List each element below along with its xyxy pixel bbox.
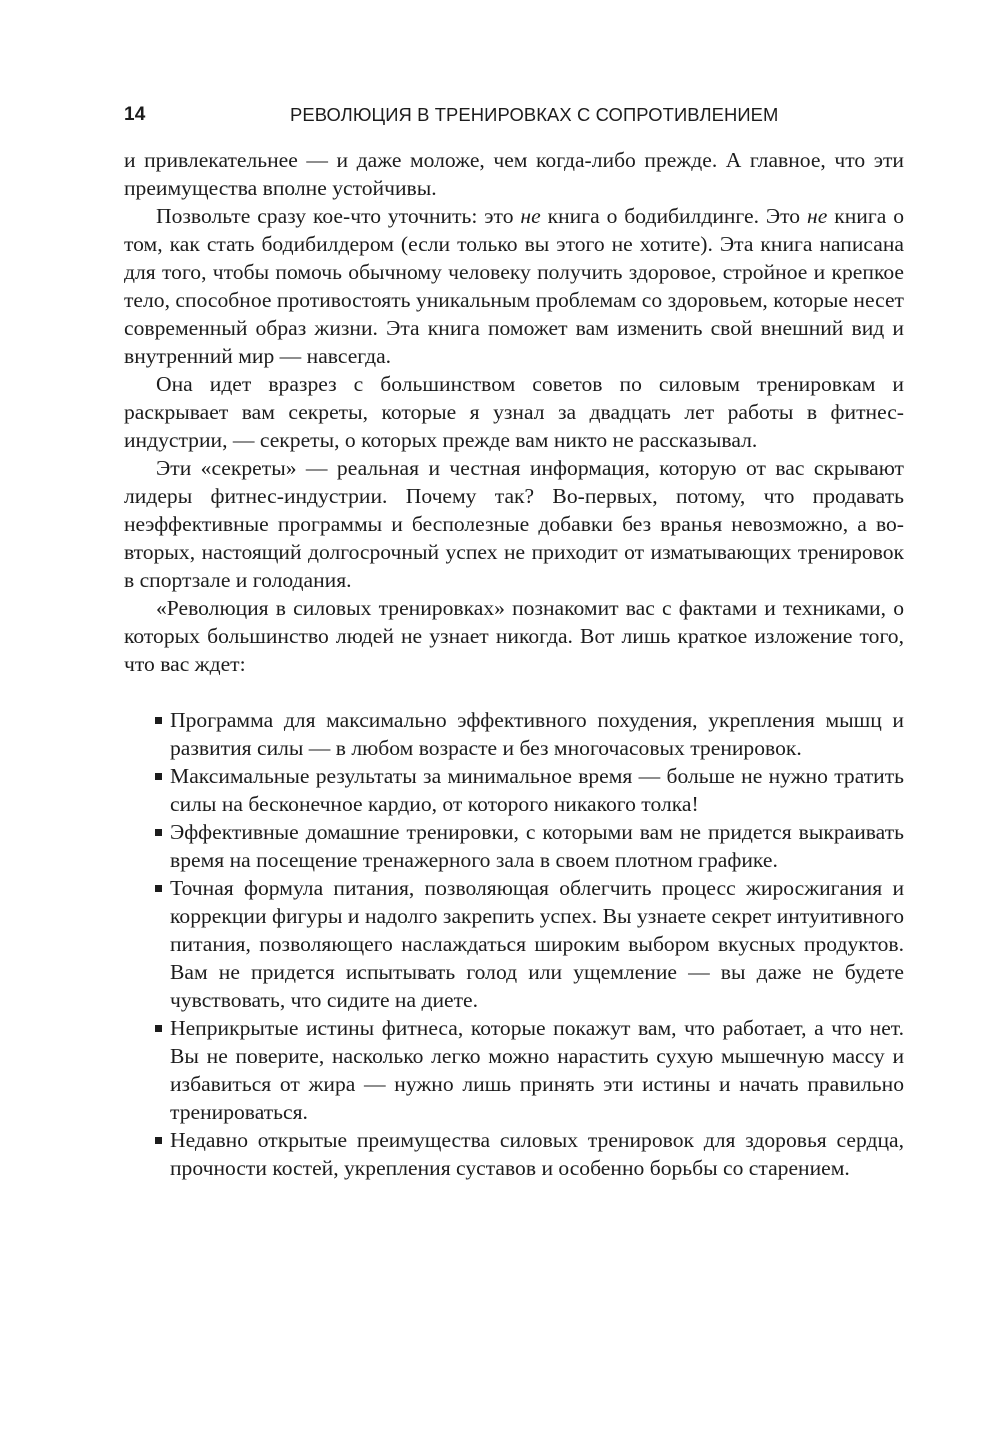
paragraph-text: книга о бодибилдинге. Это: [540, 204, 808, 228]
square-bullet-icon: [155, 1137, 162, 1144]
emphasis: не: [520, 204, 541, 228]
list-item-text: Неприкрытые истины фитнеса, которые покажут вам, что работает, а что нет. Вы не поверите, насколько легко можно нарастить сухую мышечную массу и избавиться от жира — нужно лишь принять эти истины и начать правильно тренироваться.: [170, 1016, 904, 1124]
paragraph-continuation: и привлекательнее — и даже моложе, чем когда-либо прежде. А главное, что эти преимущества вполне устойчивы.: [124, 148, 904, 200]
list-item: [124, 818, 904, 874]
list-item-text: Точная формула питания, позволяющая облегчить процесс жиросжигания и коррекции фигуры и надолго закрепить успех. Вы узнаете секрет интуитивного питания, позволяющего наслаждаться широким выбором вкусных продуктов. Вам не придется испытывать голод или ущемление — вы даже не будете чувствовать, что сидите на диете.: [170, 876, 904, 1012]
body-text: [124, 146, 904, 1182]
book-page: [124, 96, 904, 1182]
paragraph-industry: Эти «секреты» — реальная и честная информация, которую от вас скрывают лидеры фитнес-индустрии. Почему так? Во-первых, потому, что продавать неэффективные программы и бесполезные добавки без вранья невозможно, а во-вторых, настоящий долгосрочный успех не приходит от изматывающих тренировок в спортзале и голодания.: [124, 456, 904, 592]
list-item-text: Программа для максимально эффективного похудения, укрепления мышц и развития силы — в любом возрасте и без многочасовых тренировок.: [170, 708, 904, 760]
paragraph-text: Позвольте сразу кое-что уточнить: это: [156, 204, 521, 228]
list-item: [124, 1126, 904, 1182]
book-title: РЕВОЛЮЦИЯ В ТРЕНИРОВКАХ С СОПРОТИВЛЕНИЕМ: [290, 104, 779, 125]
paragraph-overview: «Революция в силовых тренировках» познакомит вас с фактами и техниками, о которых большинство людей не узнает никогда. Вот лишь краткое изложение того, что вас ждет:: [124, 596, 904, 676]
list-item-text: Эффективные домашние тренировки, с которыми вам не придется выкраивать время на посещение тренажерного зала в своем плотном графике.: [170, 820, 904, 872]
list-item-text: Недавно открытые преимущества силовых тренировок для здоровья сердца, прочности костей, укрепления суставов и особенно борьбы со старением.: [170, 1128, 904, 1180]
running-header: [124, 96, 904, 132]
square-bullet-icon: [155, 773, 162, 780]
list-item: [124, 874, 904, 1014]
square-bullet-icon: [155, 885, 162, 892]
emphasis: не: [807, 204, 828, 228]
list-item: [124, 706, 904, 762]
list-item: [124, 1014, 904, 1126]
square-bullet-icon: [155, 717, 162, 724]
square-bullet-icon: [155, 1025, 162, 1032]
paragraph-clarification: [124, 202, 904, 370]
list-item: [124, 762, 904, 818]
paragraph-secrets: Она идет вразрез с большинством советов по силовым тренировкам и раскрывает вам секреты, которые я узнал за двадцать лет работы в фитнес-индустрии, — секреты, о которых прежде вам никто не рассказывал.: [124, 372, 904, 452]
benefits-list: [124, 706, 904, 1182]
page-number: 14: [124, 104, 146, 125]
square-bullet-icon: [155, 829, 162, 836]
paragraph-text: книга о том, как стать бодибилдером (если только вы этого не хотите). Эта книга написана для того, чтобы помочь обычному человеку получить здоровое, стройное и крепкое тело, способное противостоять уникальным проблемам со здоровьем, которые несет современный образ жизни. Эта книга поможет вам изменить свой внешний вид и внутренний мир — навсегда.: [124, 204, 905, 368]
list-item-text: Максимальные результаты за минимальное время — больше не нужно тратить силы на бесконечное кардио, от которого никакого толка!: [170, 764, 904, 816]
